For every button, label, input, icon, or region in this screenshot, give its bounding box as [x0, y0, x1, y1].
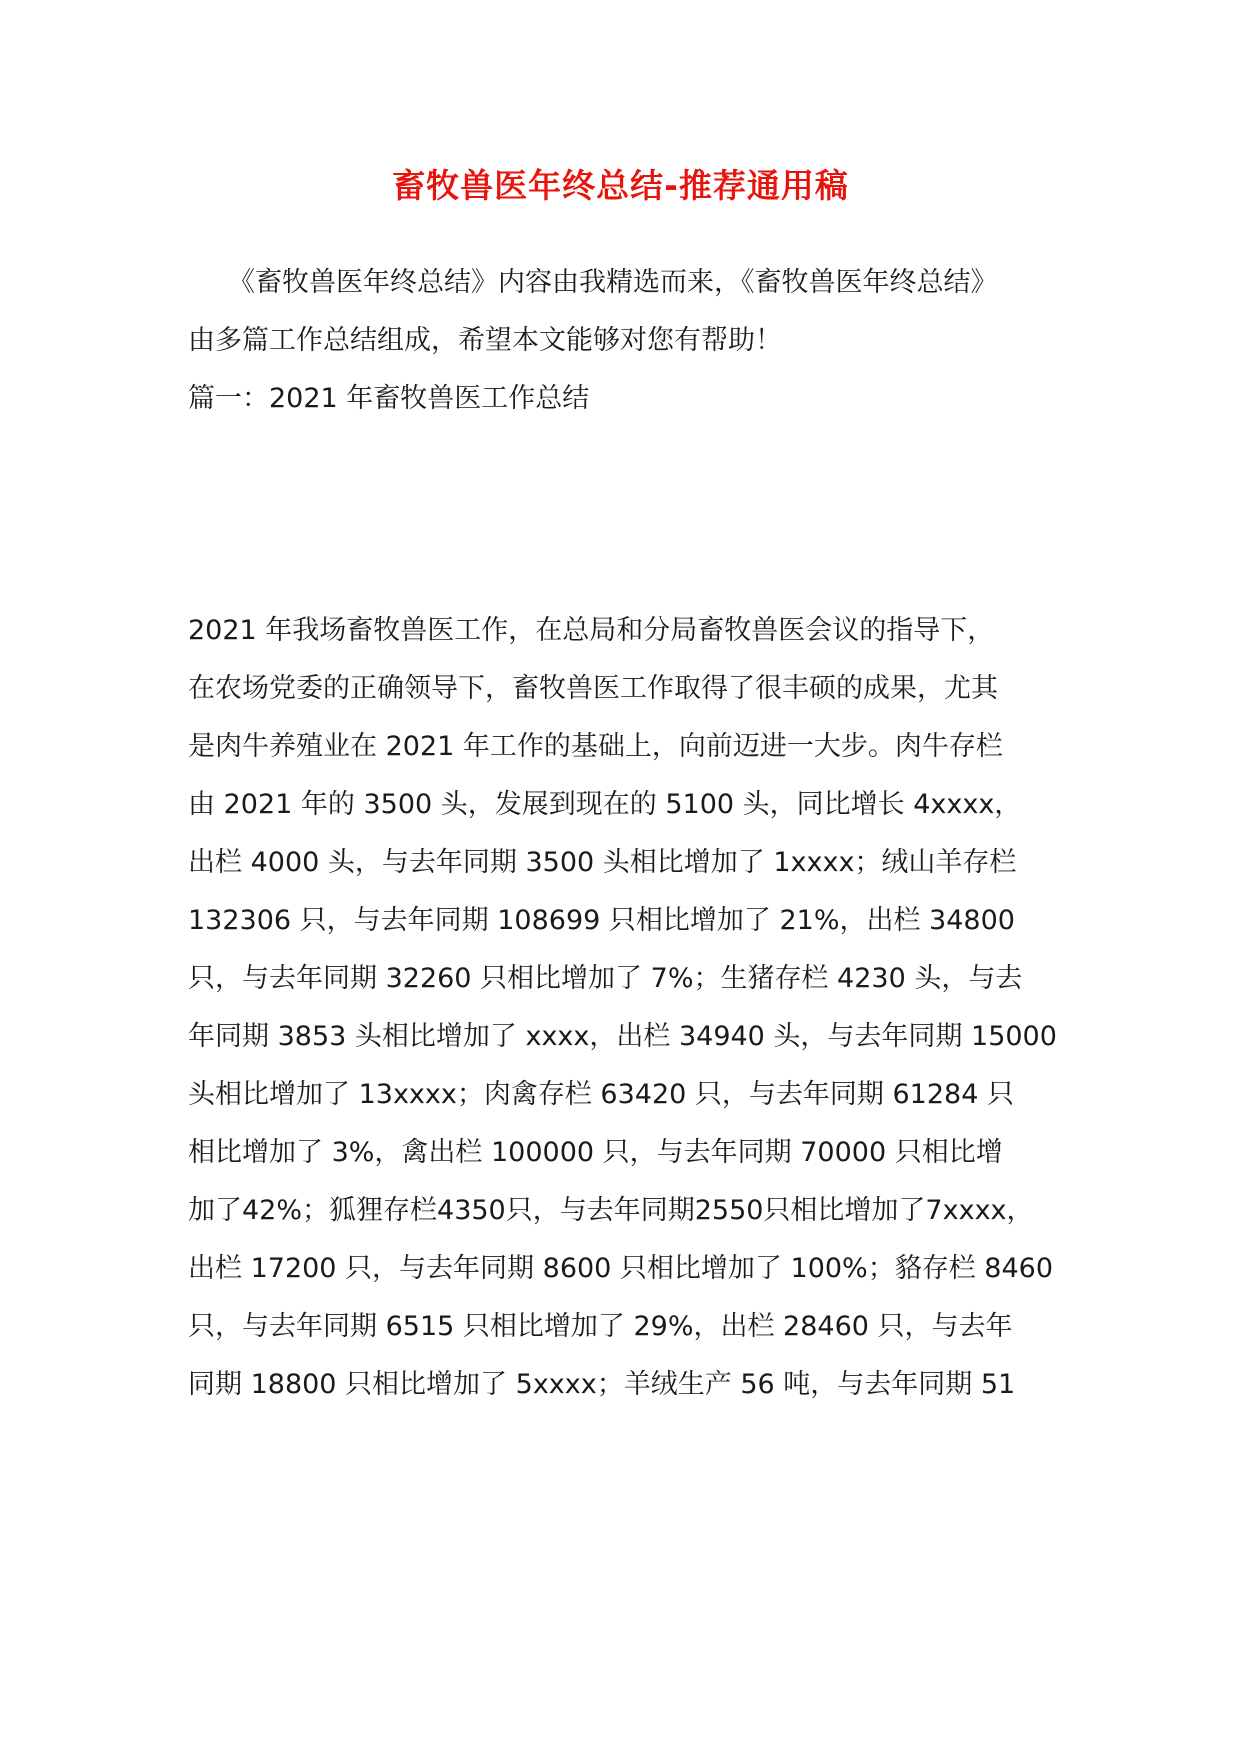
- body-line: 头相比增加了 13xxxx；肉禽存栏 63420 只，与去年同期 61284 只: [188, 1079, 1014, 1110]
- intro-line: 由多篇工作总结组成，希望本文能够对您有帮助！: [188, 325, 782, 356]
- body-line: 只，与去年同期 32260 只相比增加了 7%；生猪存栏 4230 头，与去: [188, 963, 1023, 994]
- body-line: 加了42%；狐狸存栏4350只，与去年同期2550只相比增加了7xxxx，: [188, 1195, 1034, 1226]
- intro-line: 《畜牧兽医年终总结》内容由我精选而来，《畜牧兽医年终总结》: [228, 267, 998, 298]
- body-line: 由 2021 年的 3500 头，发展到现在的 5100 头，同比增长 4xxxx，: [188, 789, 1022, 820]
- section-heading: 篇一：2021 年畜牧兽医工作总结: [188, 383, 590, 414]
- body-line: 同期 18800 只相比增加了 5xxxx；羊绒生产 56 吨，与去年同期 51: [188, 1369, 1016, 1400]
- body-line: 132306 只，与去年同期 108699 只相比增加了 21%，出栏 34800: [188, 905, 1015, 936]
- document-title: 畜牧兽医年终总结-推荐通用稿: [392, 166, 849, 205]
- body-line: 出栏 17200 只，与去年同期 8600 只相比增加了 100%；貉存栏 8460: [188, 1253, 1054, 1284]
- body-line: 只，与去年同期 6515 只相比增加了 29%，出栏 28460 只，与去年: [188, 1311, 1013, 1342]
- body-line: 是肉牛养殖业在 2021 年工作的基础上，向前迈进一大步。肉牛存栏: [188, 731, 1003, 762]
- body-line: 2021 年我场畜牧兽医工作，在总局和分局畜牧兽医会议的指导下，: [188, 615, 995, 646]
- body-line: 在农场党委的正确领导下，畜牧兽医工作取得了很丰硕的成果，尤其: [188, 673, 998, 704]
- body-line: 年同期 3853 头相比增加了 xxxx，出栏 34940 头，与去年同期 15000: [188, 1021, 1057, 1052]
- body-line: 出栏 4000 头，与去年同期 3500 头相比增加了 1xxxx；绒山羊存栏: [188, 847, 1017, 878]
- body-line: 相比增加了 3%，禽出栏 100000 只，与去年同期 70000 只相比增: [188, 1137, 1003, 1168]
